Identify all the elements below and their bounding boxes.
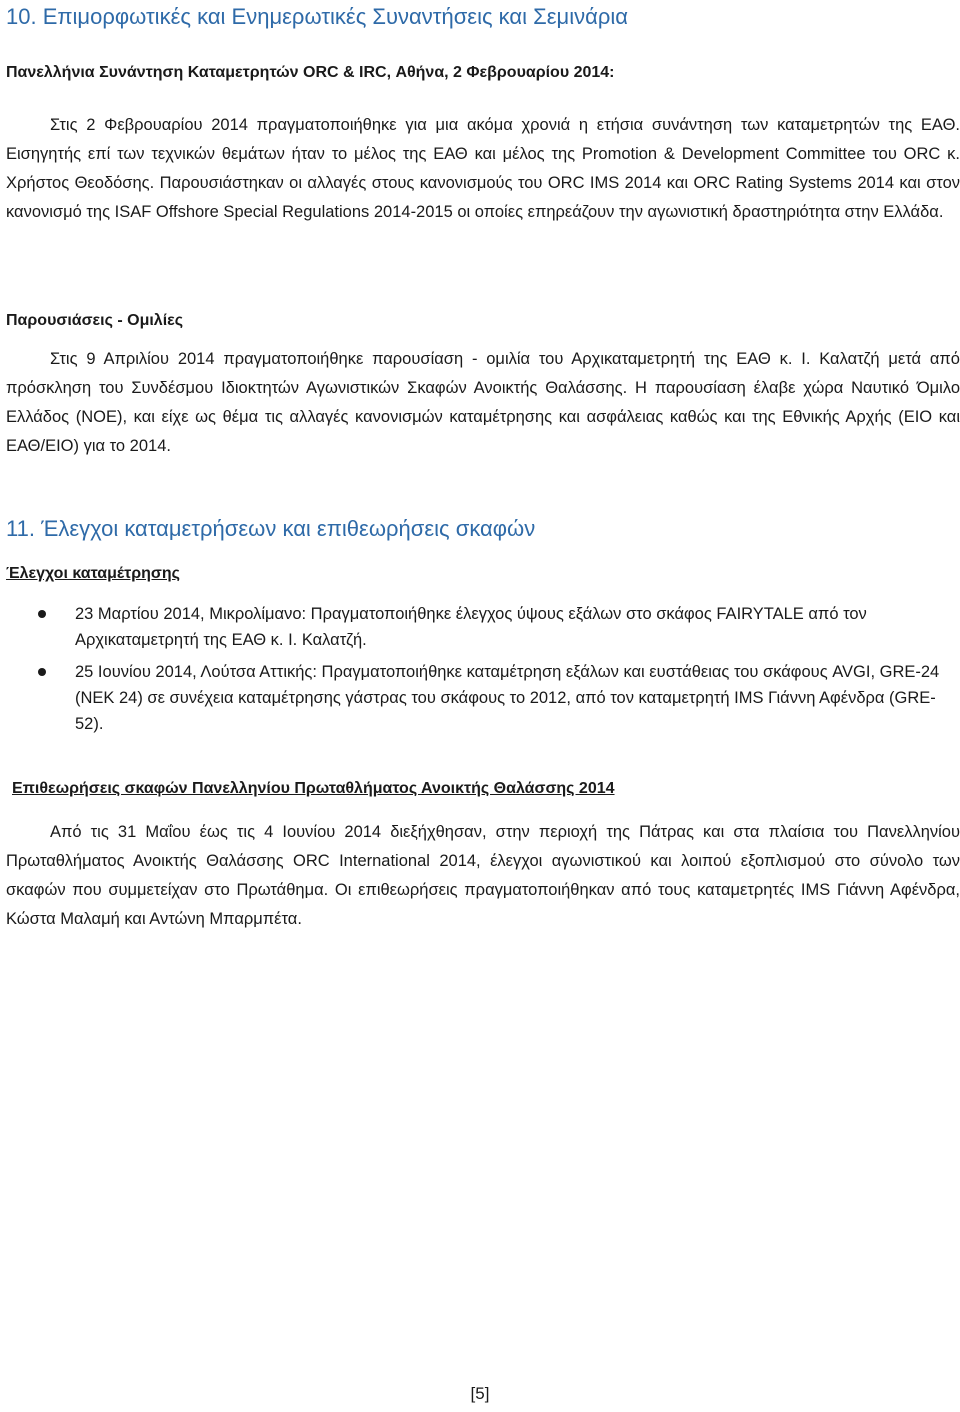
- inspections-paragraph: Από τις 31 Μαΐου έως τις 4 Ιουνίου 2014 διεξήχθησαν, στην περιοχή της Πάτρας και στα πλαίσια του Πανελληνίου Πρωταθλήματος Ανοικτής Θαλάσσης ORC International 2014, έλεγχοι αγωνιστικού και λοιπού εξοπλισμού στο σύνολο των σκαφών που συμμετείχαν στο Πρωτάθημα. Οι επιθεωρήσεις πραγματοποιήθηκαν από τους καταμετρητές IMS Γιάννη Αφένδρα, Κώστα Μαλαμή και Αντώνη Μπαρμπέτα.: [6, 823, 960, 928]
- inspections-title: Επιθεωρήσεις σκαφών Πανελληνίου Πρωταθλήματος Ανοικτής Θαλάσσης 2014: [12, 780, 615, 797]
- bullet-icon: [38, 668, 46, 676]
- section-10-heading: 10. Επιμορφωτικές και Ενημερωτικές Συναντήσεις και Σεμινάρια: [6, 4, 628, 29]
- talks-title: Παρουσιάσεις - Ομιλίες: [6, 312, 184, 329]
- list-item-text: 23 Μαρτίου 2014, Μικρολίμανο: Πραγματοποιήθηκε έλεγχος ύψους εξάλων στο σκάφος FAIRYTALE από τον Αρχικαταμετρητή της ΕΑΘ κ. Ι. Καλατζή.: [75, 605, 867, 649]
- section-11-heading: 11. Έλεγχοι καταμετρήσεων και επιθεωρήσεις σκαφών: [6, 516, 536, 541]
- meeting-paragraph: Στις 2 Φεβρουαρίου 2014 πραγματοποιήθηκε για μια ακόμα χρονιά η ετήσια συνάντηση των καταμετρητών της ΕΑΘ. Εισηγητής επί των τεχνικών θεμάτων ήταν το μέλος της ΕΑΘ και μέλος της Promotion & Development Committee του ORC κ. Χρήστος Θεοδόσης. Παρουσιάστηκαν οι αλλαγές στους κανονισμούς του ORC IMS 2014 και ORC Rating Systems 2014 και στον κανονισμό της ISAF Offshore Special Regulations 2014-2015 οι οποίες επηρεάζουν την αγωνιστική δραστηριότητα στην Ελλάδα.: [6, 116, 960, 221]
- list-item: [0, 659, 960, 737]
- meeting-title: Πανελλήνια Συνάντηση Καταμετρητών ORC & IRC, Αθήνα, 2 Φεβρουαρίου 2014:: [6, 64, 615, 81]
- checks-list: [0, 601, 960, 743]
- list-item: [0, 601, 960, 653]
- list-item-text: 25 Ιουνίου 2014, Λούτσα Αττικής: Πραγματοποιήθηκε καταμέτρηση εξάλων και ευστάθειας του σκάφους AVGI, GRE-24 (ΝΕΚ 24) σε συνέχεια καταμέτρησης γάστρας του σκάφους το 2012, από τον καταμετρητή IMS Γιάννη Αφένδρα (GRE-52).: [75, 663, 940, 733]
- page-number: [5]: [470, 1384, 490, 1403]
- talks-paragraph: Στις 9 Απριλίου 2014 πραγματοποιήθηκε παρουσίαση - ομιλία του Αρχικαταμετρητή της ΕΑΘ κ. Ι. Καλατζή μετά από πρόσκληση του Συνδέσμου Ιδιοκτητών Αγωνιστικών Σκαφών Ανοικτής Θαλάσσης. Η παρουσίαση έλαβε χώρα Ναυτικό Όμιλο Ελλάδος (ΝΟΕ), και είχε ως θέμα τις αλλαγές κανονισμών καταμέτρησης και ασφάλειας καθώς και της Εθνικής Αρχής (ΕΙΟ και ΕΑΘ/ΕΙΟ) για το 2014.: [6, 350, 960, 455]
- checks-title: Έλεγχοι καταμέτρησης: [6, 565, 180, 582]
- bullet-icon: [38, 610, 46, 618]
